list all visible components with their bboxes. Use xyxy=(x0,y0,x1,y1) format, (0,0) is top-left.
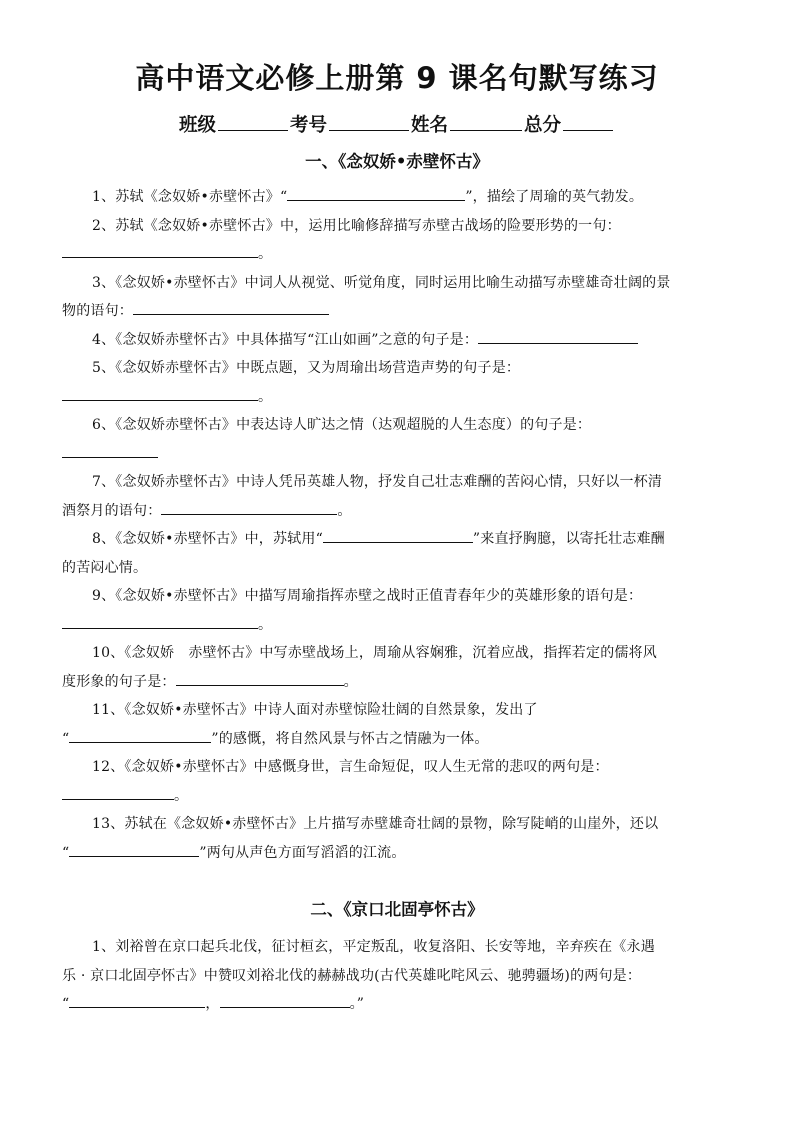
score-label: 总分 xyxy=(524,115,562,136)
name-label: 姓名 xyxy=(411,115,449,136)
question-1-4: 4、《念奴娇赤壁怀古》中具体描写“江山如画”之意的句子是： xyxy=(62,326,732,355)
question-2-1: 1、刘裕曾在京口起兵北伐，征讨桓玄，平定叛乱，收复洛阳、长安等地，辛弃疾在《永遇 乐 · 京口北固亭怀古》中赞叹刘裕北伐的赫赫战功(古代英雄叱咤风云、驰骋疆场)的两句是： “ ， 。” xyxy=(62,939,655,1012)
answer-blank[interactable] xyxy=(133,300,329,315)
answer-blank[interactable] xyxy=(69,993,205,1008)
answer-blank[interactable] xyxy=(176,671,344,686)
name-blank[interactable] xyxy=(450,112,522,131)
question-1-1: 1、苏轼《念奴娇•赤壁怀古》“ ”，描绘了周瑜的英气勃发。 xyxy=(62,183,732,212)
question-1-2: 2、苏轼《念奴娇•赤壁怀古》中，运用比喻修辞描写赤壁古战场的险要形势的一句： 。 xyxy=(62,212,732,269)
class-label: 班级 xyxy=(178,115,216,136)
section-heading-2: 二、《京口北固亭怀古》 xyxy=(310,900,484,919)
answer-blank[interactable] xyxy=(62,386,258,401)
question-1-6: 6、《念奴娇赤壁怀古》中表达诗人旷达之情（达观超脱的人生态度）的句子是： xyxy=(62,411,732,468)
question-1-9: 9、《念奴娇•赤壁怀古》中描写周瑜指挥赤壁之战时正值青春年少的英雄形象的语句是： 。 xyxy=(62,582,732,639)
exam-no-label: 考号 xyxy=(289,115,327,136)
answer-blank[interactable] xyxy=(69,842,199,857)
answer-blank[interactable] xyxy=(220,993,350,1008)
answer-blank[interactable] xyxy=(62,243,258,258)
answer-blank[interactable] xyxy=(62,785,174,800)
page-title: 高中语文必修上册第 9 课名句默写练习 xyxy=(135,61,659,95)
question-1-5: 5、《念奴娇赤壁怀古》中既点题，又为周瑜出场营造声势的句子是： 。 xyxy=(62,354,732,411)
question-1-11: 11、《念奴娇•赤壁怀古》中诗人面对赤壁惊险壮阔的自然景象，发出了 “ ”的感慨，将自然风景与怀古之情融为一体。 xyxy=(62,702,538,747)
question-1-12: 12、《念奴娇•赤壁怀古》中感慨身世，言生命短促，叹人生无常的悲叹的两句是： 。 xyxy=(62,753,732,810)
score-blank[interactable] xyxy=(563,112,613,131)
exam-no-blank[interactable] xyxy=(329,112,409,131)
student-info-row xyxy=(62,112,732,139)
section-heading-1: 一、《念奴娇•赤壁怀古》 xyxy=(305,152,489,171)
answer-blank[interactable] xyxy=(69,728,211,743)
question-1-3: 3、《念奴娇•赤壁怀古》中词人从视觉、听觉角度，同时运用比喻生动描写赤壁雄奇壮阔的景 物的语句： xyxy=(62,274,671,319)
question-1-10: 10、《念奴娇 赤壁怀古》中写赤壁战场上，周瑜从容娴雅，沉着应战，指挥若定的儒将风 度形象的句子是： 。 xyxy=(62,645,658,690)
question-1-7: 7、《念奴娇赤壁怀古》中诗人凭吊英雄人物，抒发自己壮志难酬的苦闷心情，只好以一杯清 酒祭月的语句： 。 xyxy=(62,474,663,519)
question-1-13: 13、苏轼在《念奴娇•赤壁怀古》上片描写赤壁雄奇壮阔的景物，除写陡峭的山崖外，还以 “ ”两句从声色方面写滔滔的江流。 xyxy=(62,816,659,861)
answer-blank[interactable] xyxy=(62,614,258,629)
question-1-8: 8、《念奴娇•赤壁怀古》中，苏轼用“ ”来直抒胸臆，以寄托壮志难酬 的苦闷心情。 xyxy=(62,525,732,582)
class-blank[interactable] xyxy=(218,112,288,131)
answer-blank[interactable] xyxy=(323,528,473,543)
answer-blank[interactable] xyxy=(287,186,465,201)
answer-blank[interactable] xyxy=(62,443,158,458)
answer-blank[interactable] xyxy=(478,329,638,344)
answer-blank[interactable] xyxy=(161,500,337,515)
